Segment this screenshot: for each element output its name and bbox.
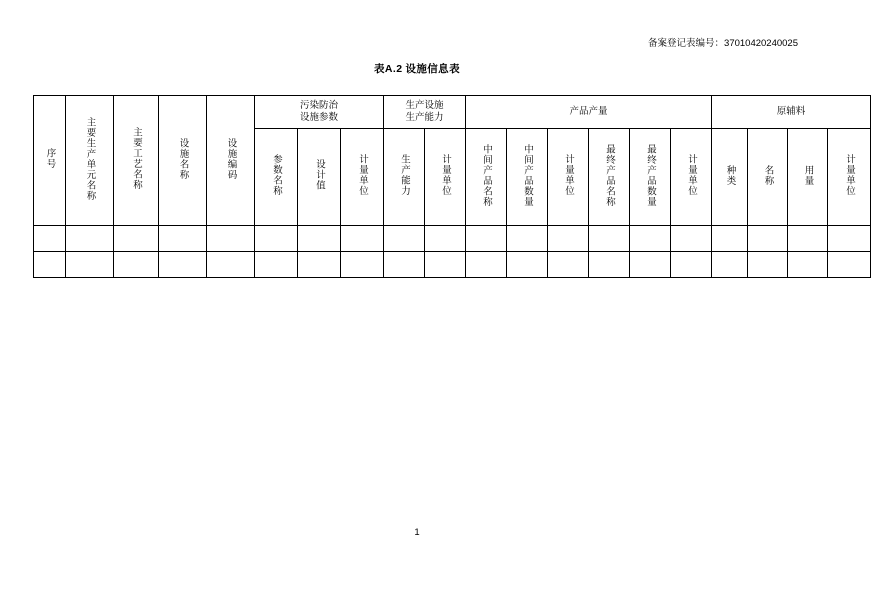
- header-cell-material-name: 名称: [748, 129, 788, 226]
- table-title: [0, 61, 834, 76]
- table-cell[interactable]: [159, 226, 207, 252]
- page-number: 1: [414, 527, 420, 538]
- header-cell-material-category: 种类: [712, 129, 748, 226]
- table-cell[interactable]: [589, 252, 630, 278]
- header-cell-main-production-unit-name: 主要生产单元名称: [66, 96, 114, 226]
- table-cell[interactable]: [255, 226, 298, 252]
- group-header-product-output: 产品产量: [466, 96, 712, 129]
- header-cell-final-unit: 计量单位: [671, 129, 712, 226]
- header-cell-capacity-unit: 计量单位: [425, 129, 466, 226]
- header-cell-parameter-name: 参数名称: [255, 129, 298, 226]
- header-cell-main-process-name: 主要工艺名称: [114, 96, 159, 226]
- table-cell[interactable]: [66, 252, 114, 278]
- header-cell-intermediate-unit: 计量单位: [548, 129, 589, 226]
- table-cell[interactable]: [466, 226, 507, 252]
- facility-information-table: [33, 95, 871, 278]
- table-cell[interactable]: [712, 252, 748, 278]
- table-cell[interactable]: [255, 252, 298, 278]
- table-cell[interactable]: [384, 252, 425, 278]
- table-cell[interactable]: [159, 252, 207, 278]
- table-cell[interactable]: [748, 252, 788, 278]
- header-cell-intermediate-product-quantity: 中间产品数量: [507, 129, 548, 226]
- header-cell-pollution-unit: 计量单位: [341, 129, 384, 226]
- table-cell[interactable]: [425, 252, 466, 278]
- table-cell[interactable]: [671, 252, 712, 278]
- table-cell[interactable]: [207, 252, 255, 278]
- table-cell[interactable]: [828, 226, 871, 252]
- table-title-number: 表A.2: [374, 63, 403, 75]
- table-title-text: 设施信息表: [405, 63, 460, 75]
- table-cell[interactable]: [671, 226, 712, 252]
- table-header-row-groups: [34, 96, 871, 129]
- table-cell[interactable]: [548, 226, 589, 252]
- table-cell[interactable]: [298, 252, 341, 278]
- table-cell[interactable]: [425, 226, 466, 252]
- table-cell[interactable]: [630, 252, 671, 278]
- group-header-production-capacity: 生产设施 生产能力: [384, 96, 466, 129]
- table-cell[interactable]: [298, 226, 341, 252]
- table-cell[interactable]: [34, 252, 66, 278]
- table-cell[interactable]: [114, 226, 159, 252]
- table-cell[interactable]: [507, 226, 548, 252]
- header-cell-design-value: 设计值: [298, 129, 341, 226]
- header-cell-material-unit: 计量单位: [828, 129, 871, 226]
- table-cell[interactable]: [34, 226, 66, 252]
- record-code-text: 备案登记表编号：37010420240025: [648, 38, 798, 49]
- header-cell-final-product-quantity: 最终产品数量: [630, 129, 671, 226]
- header-cell-production-capacity: 生产能力: [384, 129, 425, 226]
- header-cell-facility-name: 设施名称: [159, 96, 207, 226]
- header-cell-serial-number: 序号: [34, 96, 66, 226]
- table-row[interactable]: [34, 252, 871, 278]
- table-cell[interactable]: [341, 252, 384, 278]
- table-cell[interactable]: [630, 226, 671, 252]
- table-cell[interactable]: [589, 226, 630, 252]
- header-cell-material-amount: 用量: [788, 129, 828, 226]
- table-cell[interactable]: [341, 226, 384, 252]
- header-cell-intermediate-product-name: 中间产品名称: [466, 129, 507, 226]
- table-cell[interactable]: [114, 252, 159, 278]
- table-cell[interactable]: [66, 226, 114, 252]
- table-cell[interactable]: [712, 226, 748, 252]
- group-header-raw-materials: 原辅料: [712, 96, 871, 129]
- table-cell[interactable]: [384, 226, 425, 252]
- table-cell[interactable]: [748, 226, 788, 252]
- table-cell[interactable]: [788, 226, 828, 252]
- header-cell-final-product-name: 最终产品名称: [589, 129, 630, 226]
- header-cell-facility-code: 设施编码: [207, 96, 255, 226]
- group-header-pollution-control-parameters: 污染防治 设施参数: [255, 96, 384, 129]
- table-cell[interactable]: [828, 252, 871, 278]
- table-cell[interactable]: [788, 252, 828, 278]
- table-cell[interactable]: [507, 252, 548, 278]
- table-cell[interactable]: [207, 226, 255, 252]
- table-cell[interactable]: [466, 252, 507, 278]
- table-row[interactable]: [34, 226, 871, 252]
- table-cell[interactable]: [548, 252, 589, 278]
